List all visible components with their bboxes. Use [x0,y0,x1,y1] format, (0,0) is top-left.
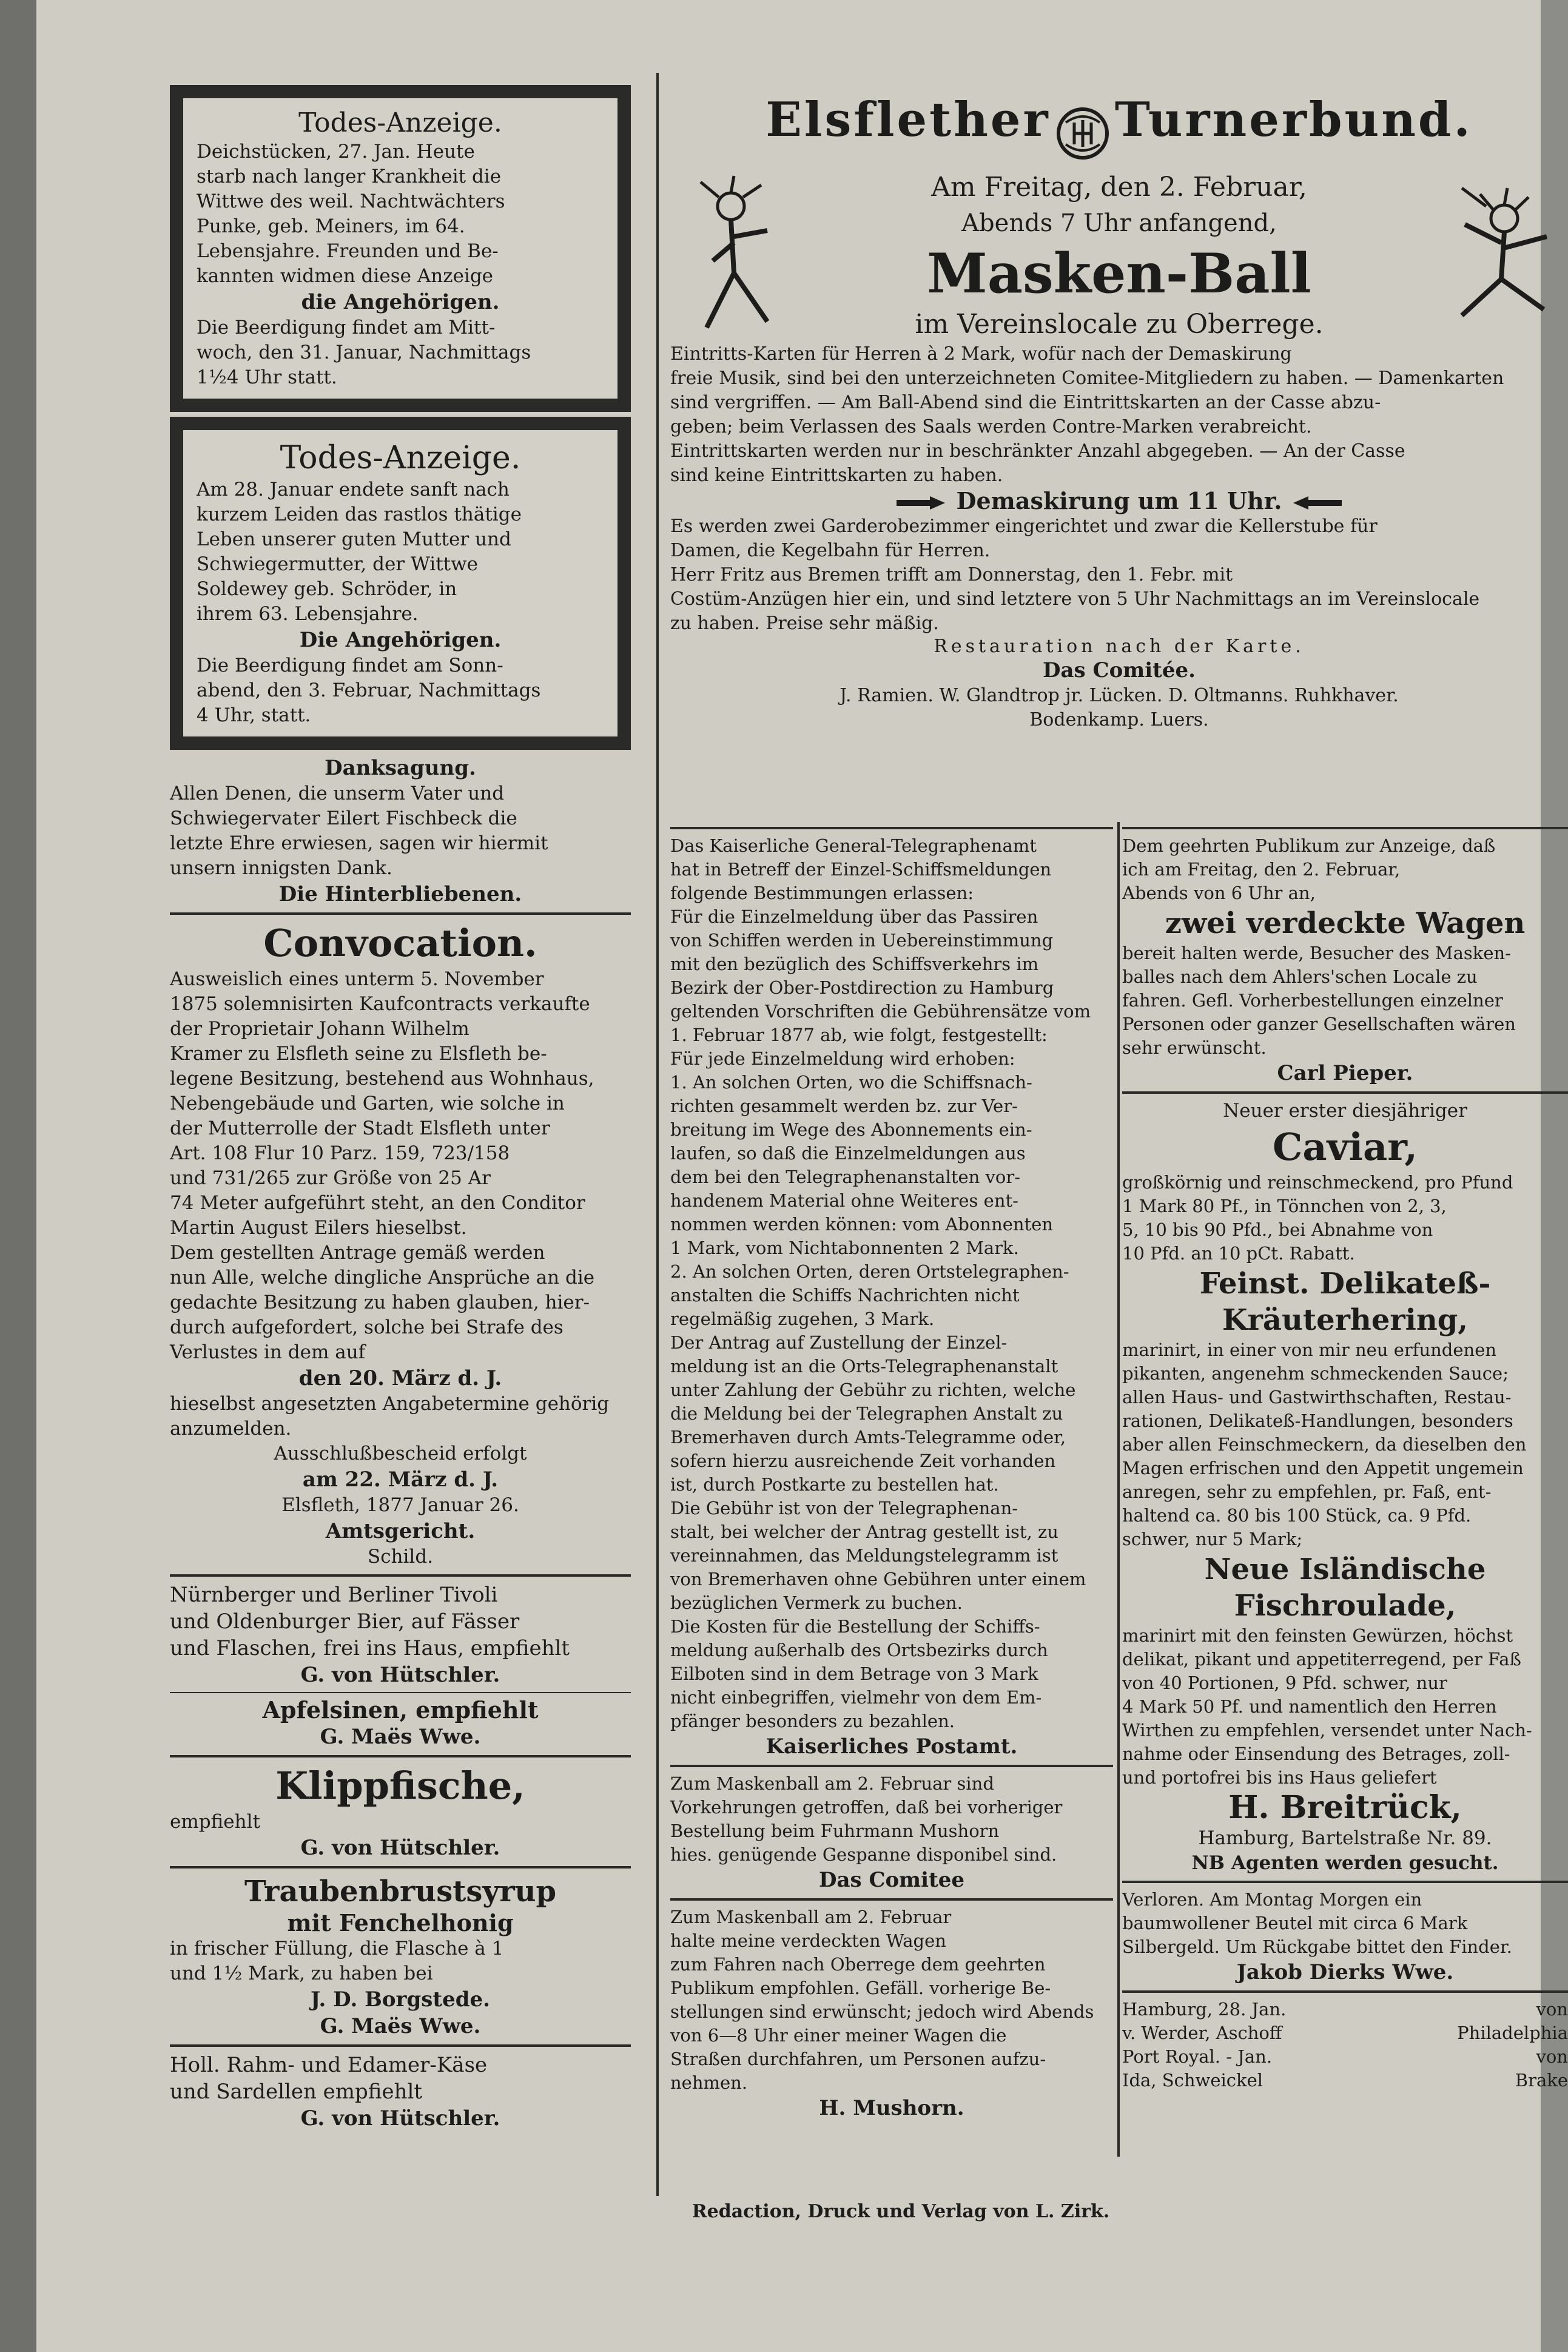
section-rule [170,2044,631,2047]
comitee-notice [670,1772,1113,1893]
masthead-right: Turnerbund. [1114,92,1473,147]
comitee-signature: Das Comitee [818,1868,965,1892]
telegraph-signature: Kaiserliches Postamt. [765,1734,1018,1759]
mushorn-line: nehmen. [670,2072,748,2093]
caviar-title: Caviar, [1272,1125,1418,1169]
ball-members-1: J. Ramien. W. Glandtrop jr. Lücken. D. Oltmanns. Ruhkhaver. [840,684,1399,706]
pieper-line: bereit halten werde, Besucher des Masken- [1122,943,1511,963]
shipping-right: Brake [1515,2070,1568,2091]
verloren-line: baumwollener Beutel mit circa 6 Mark [1122,1913,1468,1933]
caviar-intro: Neuer erster diesjähriger [1223,1100,1467,1122]
klippfische-title: Klippfische, [275,1764,525,1808]
convocation-line: Nebengebäude und Garten, wie solche in [170,1093,565,1114]
thanks-line: letzte Ehre erwiesen, sagen wir hiermit [170,832,548,854]
mushorn-line: halte meine verdeckten Wagen [670,1930,946,1951]
pointing-hand-icon [1290,494,1345,512]
shipping-row [1122,2021,1568,2045]
ball-line: Herr Fritz aus Bremen trifft am Donnerstag, den 1. Febr. mit [670,564,1233,585]
notice-line: ihrem 63. Lebensjahre. [197,603,419,625]
section-rule [670,1898,1113,1901]
ball-line: Eintritts-Karten für Herren à 2 Mark, wofür nach der Demaskirung [670,343,1292,365]
telegraph-line: pfänger besonders zu bezahlen. [670,1711,955,1731]
newspaper-page [36,0,1568,2352]
caviar-line: großkörnig und reinschmeckend, pro Pfund [1122,1172,1513,1193]
hering-line: aber allen Feinschmeckern, da dieselben den [1122,1434,1527,1455]
notice-line: Soldewey geb. Schröder, in [197,578,457,600]
pieper-ad [1122,834,1568,1087]
roulade-title-2: Fischroulade, [1234,1589,1456,1623]
telegraph-line: geltenden Vorschriften die Gebührensätze vom [670,1001,1091,1022]
convocation-line: gedachte Besitzung zu haben glauben, hier- [170,1292,590,1313]
apfelsinen-ad [170,1697,631,1750]
kaese-line: Holl. Rahm- und Edamer-Käse [170,2053,488,2077]
burial-line: 1½4 Uhr statt. [197,366,337,388]
notice-line: kannten widmen diese Anzeige [197,265,494,287]
ball-line: Damen, die Kegelbahn für Herren. [670,539,991,561]
ball-comite: Das Comitée. [1043,658,1196,682]
death-notice-punke [170,85,631,412]
convocation-line: Martin August Eilers hieselbst. [170,1217,467,1239]
hering-line: pikanten, angenehm schmeckenden Sauce; [1122,1363,1509,1384]
demask-text: Demaskirung um 11 Uhr. [956,487,1282,514]
telegraph-line: meldung außerhalb des Ortsbezirks durch [670,1640,1048,1660]
apfelsinen-text: Apfelsinen, empfiehlt [262,1696,539,1724]
hering-line: marinirt, in einer von mir neu erfundenen [1122,1339,1497,1360]
telegraph-line: die Meldung bei der Telegraphen Anstalt zu [670,1403,1063,1424]
kaese-signature: G. von Hütschler. [300,2106,500,2131]
hering-line: schwer, nur 5 Mark; [1122,1529,1303,1549]
pointing-hand-icon [893,494,948,512]
thanks-signature: Die Hinterbliebenen. [278,882,522,906]
roulade-line: nahme oder Einsendung des Betrages, zoll- [1122,1744,1510,1764]
verloren-ad [1122,1888,1568,1986]
comitee-line: Bestellung beim Fuhrmann Mushorn [670,1821,1000,1841]
convocation-line: nun Alle, welche dingliche Ansprüche an die [170,1267,595,1289]
section-rule [170,1866,631,1868]
telegraph-line: Der Antrag auf Zustellung der Einzel- [670,1332,1008,1353]
telegraph-line: Für die Einzelmeldung über das Passiren [670,906,1038,927]
section-rule [670,1765,1113,1767]
klippfische-text: empfiehlt [170,1811,260,1833]
mushorn-line: von 6—8 Uhr einer meiner Wagen die [670,2025,1007,2046]
telegraph-line: Das Kaiserliche General-Telegraphenamt [670,835,1037,856]
section-rule [1122,1091,1568,1094]
hering-line: anregen, sehr zu empfehlen, pr. Faß, ent- [1122,1481,1492,1502]
mushorn-ad [670,1906,1113,2121]
ball-line: Costüm-Anzügen hier ein, und sind letztere von 5 Uhr Nachmittags an im Vereinslocale [670,588,1480,610]
telegraph-line: sofern hierzu ausreichende Zeit vorhanden [670,1451,1056,1471]
ball-members-2: Bodenkamp. Luers. [1029,709,1209,730]
syrup-signature-1: J. D. Borgstede. [311,1987,490,2012]
syrup-ad [170,1873,631,2040]
thanks-line: unsern innigsten Dank. [170,857,392,879]
right-subcolumn-2 [1122,822,1568,2092]
telegraph-line: von Bremerhaven ohne Gebühren unter einem [670,1569,1086,1589]
telegraph-line: handenem Material ohne Weiteres ent- [670,1190,1018,1211]
telegraph-line: meldung ist an die Orts-Telegraphenanstalt [670,1356,1058,1376]
roulade-line: delikat, pikant und appetiterregend, per Faß [1122,1649,1521,1670]
shipping-right: Philadelphia [1457,2023,1568,2043]
section-rule [1122,827,1568,829]
section-rule [170,1755,631,1757]
convocation-line: durch aufgefordert, solche bei Strafe des [170,1316,564,1338]
telegraph-line: hat in Betreff der Einzel-Schiffsmeldungen [670,859,1052,880]
imprint-footer: Redaction, Druck und Verlag von L. Zirk. [691,2201,1110,2222]
pieper-line: ich am Freitag, den 2. Februar, [1122,859,1401,880]
notice-line: Wittwe des weil. Nachtwächters [197,190,505,212]
notice-body [197,140,604,289]
convocation-line: hieselbst angesetzten Angabetermine gehörig [170,1393,610,1415]
telegraph-line: 1. Februar 1877 ab, wie folgt, festgestellt: [670,1025,1048,1045]
burial-line: abend, den 3. Februar, Nachmittags [197,679,541,701]
syrup-signature-2: G. Maës Wwe. [320,2014,481,2038]
telegraph-line: 1 Mark, vom Nichtabonnenten 2 Mark. [670,1238,1019,1258]
tivoli-ad [170,1582,631,1688]
ball-time: Abends 7 Uhr anfangend, [961,209,1277,237]
pieper-line: sehr erwünscht. [1122,1037,1267,1058]
convocation-decision: Ausschlußbescheid erfolgt [274,1443,527,1464]
ball-line: Es werden zwei Garderobezimmer eingerichtet und zwar die Kellerstube für [670,515,1378,537]
convocation-line: der Mutterrolle der Stadt Elsfleth unter [170,1117,550,1139]
shipping-row [1122,2045,1568,2069]
section-rule [1122,1881,1568,1883]
verloren-line: Verloren. Am Montag Morgen ein [1122,1889,1422,1910]
telegraph-notice [670,834,1113,1760]
ball-date: Am Freitag, den 2. Februar, [931,171,1307,203]
hering-line: haltend ca. 80 bis 100 Stück, ca. 9 Pfd. [1122,1505,1472,1526]
convocation-body [170,967,631,1365]
thanks-line: Allen Denen, die unserm Vater und [170,783,505,804]
telegraph-line: bezüglichen Vermerk zu buchen. [670,1592,963,1613]
caviar-line: 5, 10 bis 90 Pfd., bei Abnahme von [1122,1219,1433,1240]
telegraph-line: 1. An solchen Orten, wo die Schiffsnach- [670,1072,1032,1093]
telegraph-line: vereinnahmen, das Meldungstelegramm ist [670,1545,1058,1566]
burial-line: Die Beerdigung findet am Mitt- [197,317,496,339]
ball-demask [670,488,1568,514]
shipping-left: Hamburg, 28. Jan. [1122,1999,1287,2020]
verloren-signature: Jakob Dierks Wwe. [1236,1960,1454,1984]
notice-body [197,477,604,627]
shipping-row [1122,2069,1568,2092]
tivoli-line: und Flaschen, frei ins Haus, empfiehlt [170,1636,570,1660]
hering-ad [1122,1265,1568,1551]
convocation-title: Convocation. [263,921,537,965]
roulade-title-1: Neue Isländische [1204,1552,1486,1586]
ball-ad [670,91,1568,732]
convocation-line: und 731/265 zur Größe von 25 Ar [170,1167,491,1189]
telegraph-line: regelmäßig zugehen, 3 Mark. [670,1309,935,1329]
ball-restauration: Restauration nach der Karte. [934,635,1305,657]
roulade-line: marinirt mit den feinsten Gewürzen, höchst [1122,1625,1513,1646]
apfelsinen-signature: G. Maës Wwe. [320,1725,481,1749]
right-subcolumn-1 [670,822,1113,2121]
convocation-line: legene Besitzung, bestehend aus Wohnhaus, [170,1068,594,1090]
burial-line: woch, den 31. Januar, Nachmittags [197,342,531,363]
notice-line: Leben unserer guten Mutter und [197,528,511,550]
convocation-line: Verlustes in dem auf [170,1341,366,1363]
pieper-line: fahren. Gefl. Vorherbestellungen einzelner [1122,990,1503,1011]
column-divider-sub [1117,822,1120,2157]
notice-burial [197,653,604,728]
pieper-line: Personen oder ganzer Gesellschaften wären [1122,1014,1516,1034]
telegraph-line: stalt, bei welcher der Antrag gestellt ist, zu [670,1521,1058,1542]
syrup-line: in frischer Füllung, die Flasche à 1 [170,1938,504,1959]
telegraph-line: Eilboten sind in dem Betrage von 3 Mark [670,1663,1038,1684]
verloren-line: Silbergeld. Um Rückgabe bittet den Finder. [1122,1936,1512,1957]
telegraph-line: Für jede Einzelmeldung wird erhoben: [670,1048,1015,1069]
notice-line: Deichstücken, 27. Jan. Heute [197,141,475,163]
telegraph-line: breitung im Wege des Abonnements ein- [670,1119,1032,1140]
notice-line: Lebensjahre. Freunden und Be- [197,240,499,262]
comitee-line: Zum Maskenball am 2. Februar sind [670,1773,994,1794]
thanks-title: Danksagung. [325,756,476,780]
mushorn-line: stellungen sind erwünscht; jedoch wird Abends [670,2001,1094,2022]
column-divider [656,73,659,2196]
syrup-line: und 1½ Mark, zu haben bei [170,1963,433,1984]
shipping-left: Port Royal. - Jan. [1122,2046,1273,2067]
burial-line: 4 Uhr, statt. [197,704,311,726]
notice-signature: Die Angehörigen. [299,628,502,652]
syrup-subtitle: mit Fenchelhonig [287,1909,514,1936]
ball-line: Eintrittskarten werden nur in beschränkter Anzahl abgegeben. — An der Casse [670,440,1405,462]
roulade-signature: H. Breitrück, [1228,1789,1462,1826]
ball-venue: im Vereinslocale zu Oberrege. [915,308,1324,340]
pieper-line: Abends von 6 Uhr an, [1122,883,1316,903]
left-column [170,85,631,2132]
convocation-court: Amtsgericht. [325,1519,476,1543]
telegraph-line: laufen, so daß die Einzelmeldungen aus [670,1143,1026,1164]
shipping-left: v. Werder, Aschoff [1122,2023,1282,2043]
syrup-title: Traubenbrustsyrup [244,1875,557,1909]
hering-line: rationen, Delikateß-Handlungen, besonders [1122,1410,1513,1431]
masthead-left: Elsflether [765,92,1051,147]
notice-title: Todes-Anzeige. [298,107,502,138]
notice-line: Am 28. Januar endete sanft nach [197,479,510,500]
klippfische-ad [170,1762,631,1861]
roulade-address: Hamburg, Bartelstraße Nr. 89. [1198,1827,1492,1849]
convocation-line: Ausweislich eines unterm 5. November [170,968,544,990]
telegraph-line: Bezirk der Ober-Postdirection zu Hamburg [670,977,1054,998]
telegraph-line: von Schiffen werden in Uebereinstimmung [670,930,1054,951]
convocation-line: 1875 solemnisirten Kaufcontracts verkaufte [170,993,590,1015]
mushorn-line: zum Fahren nach Oberrege dem geehrten [670,1954,1046,1975]
caviar-line: 10 Pfd. an 10 pCt. Rabatt. [1122,1243,1355,1264]
ball-line: zu haben. Preise sehr mäßig. [670,612,939,634]
roulade-ad [1122,1551,1568,1876]
convocation-date1: den 20. März d. J. [298,1366,502,1390]
telegraph-line: 2. An solchen Orten, deren Ortstelegraphen- [670,1261,1069,1282]
kaese-line: und Sardellen empfiehlt [170,2080,423,2104]
telegraph-line: nicht einbegriffen, vielmehr von dem Em- [670,1687,1042,1708]
notice-burial [197,315,604,390]
telegraph-line: nommen werden können: vom Abonnenten [670,1214,1054,1235]
telegraph-line: anstalten die Schiffs Nachrichten nicht [670,1285,1020,1306]
ball-title: Masken-Ball [927,241,1311,306]
masthead [670,91,1568,163]
section-rule [170,912,631,915]
death-notice-soldewey [170,417,631,750]
notice-line: kurzem Leiden das rastlos thätige [197,504,522,525]
burial-line: Die Beerdigung findet am Sonn- [197,655,503,676]
telegraph-line: mit den bezüglich des Schiffsverkehrs im [670,954,1039,974]
convocation-line: der Proprietair Johann Wilhelm [170,1018,469,1040]
pieper-signature: Carl Pieper. [1277,1061,1413,1085]
telegraph-line: Die Kosten für die Bestellung der Schiffs- [670,1616,1040,1637]
telegraph-line: richten gesammelt werden bz. zur Ver- [670,1096,1018,1116]
hering-line: allen Haus- und Gastwirthschaften, Restau- [1122,1387,1512,1407]
ball-line: geben; beim Verlassen des Saals werden Contre-Marken verabreicht. [670,416,1312,437]
shipping-right: von [1536,2046,1568,2067]
convocation-date2: am 22. März d. J. [302,1467,499,1492]
hering-title-1: Feinst. Delikateß- [1199,1267,1491,1301]
jester-left-icon [676,170,798,352]
tivoli-line: und Oldenburger Bier, auf Fässer [170,1609,520,1634]
roulade-line: 4 Mark 50 Pf. und namentlich den Herren [1122,1696,1497,1717]
pieper-line: Dem geehrten Publikum zur Anzeige, daß [1122,835,1496,856]
notice-title: Todes-Anzeige. [280,440,521,476]
notice-line: Schwiegermutter, der Wittwe [197,553,479,575]
ball-line: sind keine Eintrittskarten zu haben. [670,464,1003,486]
pieper-title: zwei verdeckte Wagen [1165,906,1526,940]
shipping-row [1122,1998,1568,2021]
convocation-line: Art. 108 Flur 10 Parz. 159, 723/158 [170,1142,510,1164]
telegraph-line: unter Zahlung der Gebühr zu richten, welche [670,1380,1076,1400]
telegraph-line: Bremerhaven durch Amts-Telegramme oder, [670,1427,1066,1447]
mushorn-line: Straßen durchfahren, um Personen aufzu- [670,2049,1046,2069]
hering-line: Magen erfrischen und den Appetit ungemein [1122,1458,1524,1478]
klippfische-signature: G. von Hütschler. [300,1836,500,1860]
tivoli-line: Nürnberger und Berliner Tivoli [170,1583,498,1607]
mushorn-line: Zum Maskenball am 2. Februar [670,1907,952,1927]
mushorn-signature: H. Mushorn. [819,2096,964,2120]
mushorn-line: Publikum empfohlen. Gefäll. vorherige Be- [670,1978,1051,1998]
convocation-place: Elsfleth, 1877 Januar 26. [281,1494,519,1516]
telegraph-line: dem bei den Telegraphenanstalten vor- [670,1167,1021,1187]
roulade-line: von 40 Portionen, 9 Pfd. schwer, nur [1122,1673,1447,1693]
telegraph-line: folgende Bestimmungen erlassen: [670,883,974,903]
shipping-right: von [1536,1999,1568,2020]
convocation-notice [170,920,631,1569]
telegraph-line: ist, durch Postkarte zu bestellen hat. [670,1474,999,1495]
notice-line: Punke, geb. Meiners, im 64. [197,215,465,237]
convocation-line: anzumelden. [170,1418,292,1440]
page-gutter [0,0,36,2352]
tivoli-signature: G. von Hütschler. [300,1663,500,1687]
section-rule [170,1692,631,1693]
roulade-agents: NB Agenten werden gesucht. [1191,1852,1499,1874]
roulade-line: Wirthen zu empfehlen, versendet unter Nach- [1122,1720,1532,1740]
caviar-ad [1122,1099,1568,1265]
convocation-clerk: Schild. [367,1546,434,1568]
shipping-news [1122,1998,1568,2092]
ball-line: freie Musik, sind bei den unterzeichneten Comitee-Mitgliedern zu haben. — Damenkarten [670,367,1504,389]
convocation-line: Kramer zu Elsfleth seine zu Elsfleth be- [170,1043,547,1065]
comitee-line: hies. genügende Gespanne disponibel sind. [670,1844,1057,1865]
thanks-notice [170,755,631,908]
notice-signature: die Angehörigen. [301,290,500,314]
shipping-left: Ida, Schweickel [1122,2070,1263,2091]
turner-emblem-icon [1054,104,1112,163]
hering-title-2: Kräuterhering, [1222,1303,1469,1337]
section-rule [170,1574,631,1577]
kaese-ad [170,2052,631,2132]
convocation-line: Dem gestellten Antrage gemäß werden [170,1242,545,1264]
jester-right-icon [1438,170,1565,352]
telegraph-line: Die Gebühr ist von der Telegraphenan- [670,1498,1018,1518]
roulade-line: und portofrei bis ins Haus geliefert [1122,1767,1437,1788]
ball-line: sind vergriffen. — Am Ball-Abend sind die Eintrittskarten an der Casse abzu- [670,391,1381,413]
notice-line: starb nach langer Krankheit die [197,166,502,187]
thanks-line: Schwiegervater Eilert Fischbeck die [170,807,517,829]
pieper-line: balles nach dem Ahlers'schen Locale zu [1122,966,1478,987]
section-rule [670,827,1113,829]
caviar-line: 1 Mark 80 Pf., in Tönnchen von 2, 3, [1122,1196,1447,1216]
comitee-line: Vorkehrungen getroffen, daß bei vorheriger [670,1797,1063,1818]
convocation-line: 74 Meter aufgeführt steht, an den Conditor [170,1192,585,1214]
section-rule [1122,1990,1568,1993]
